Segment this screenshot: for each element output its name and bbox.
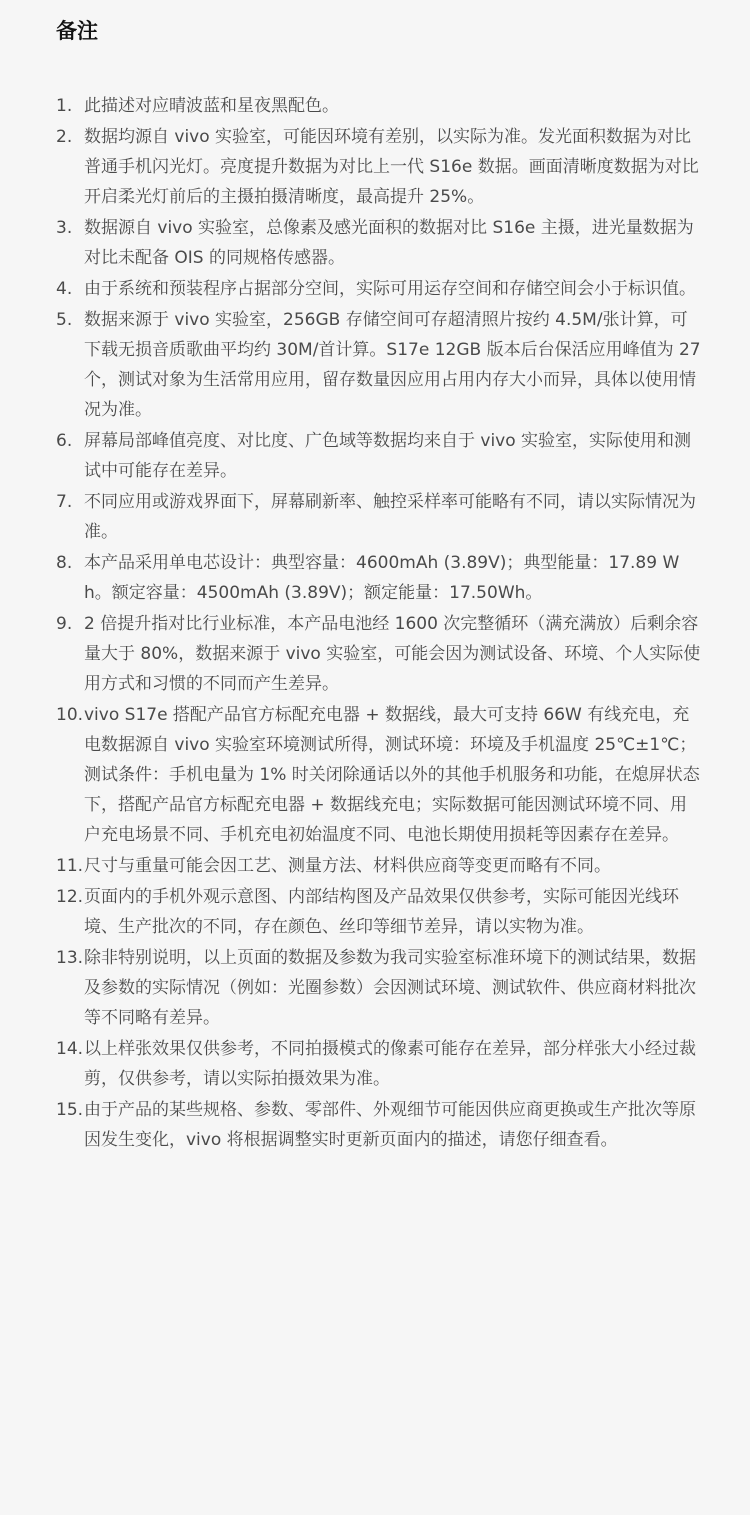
note-item: [56, 487, 702, 547]
note-item: [56, 1034, 702, 1094]
notes-list: [56, 91, 702, 1155]
note-number: 5.: [56, 310, 73, 330]
note-number: 12.: [56, 887, 84, 907]
note-item: [56, 548, 702, 608]
note-text: 尺寸与重量可能会因工艺、测量方法、材料供应商等变更而略有不同。: [84, 856, 611, 876]
note-number: 8.: [56, 553, 73, 573]
note-text: 2 倍提升指对比行业标准，本产品电池经 1600 次完整循环（满充满放）后剩余容量大于 80%，数据来源于 vivo 实验室，可能会因为测试设备、环境、个人实际使用方式和习惯的不同而产生差异。: [84, 614, 701, 694]
note-number: 2.: [56, 127, 73, 147]
note-text: 由于系统和预装程序占据部分空间，实际可用运存空间和存储空间会小于标识值。: [84, 279, 696, 299]
note-item: [56, 700, 702, 850]
note-item: [56, 609, 702, 699]
note-number: 3.: [56, 218, 73, 238]
note-item: [56, 274, 702, 304]
note-number: 1.: [56, 96, 73, 116]
note-text: 以上样张效果仅供参考，不同拍摄模式的像素可能存在差异，部分样张大小经过裁剪，仅供参考，请以实际拍摄效果为准。: [84, 1039, 696, 1089]
note-number: 15.: [56, 1100, 84, 1120]
note-item: [56, 1095, 702, 1155]
note-number: 10.: [56, 705, 84, 725]
note-item: [56, 213, 702, 273]
note-item: [56, 851, 702, 881]
note-number: 14.: [56, 1039, 84, 1059]
note-text: 本产品采用单电芯设计：典型容量：4600mAh (3.89V)；典型能量：17.89 Wh。额定容量：4500mAh (3.89V)；额定能量：17.50Wh。: [84, 553, 680, 603]
note-text: 此描述对应晴波蓝和星夜黑配色。: [84, 96, 339, 116]
note-text: 页面内的手机外观示意图、内部结构图及产品效果仅供参考，实际可能因光线环境、生产批次的不同，存在颜色、丝印等细节差异，请以实物为准。: [84, 887, 679, 937]
note-number: 7.: [56, 492, 73, 512]
note-text: 不同应用或游戏界面下，屏幕刷新率、触控采样率可能略有不同，请以实际情况为准。: [84, 492, 696, 542]
note-text: 数据来源于 vivo 实验室，256GB 存储空间可存超清照片按约 4.5M/张计算，可下载无损音质歌曲平均约 30M/首计算。S17e 12GB 版本后台保活应用峰值为 27 个，测试对象为生活常用应用，留存数量因应用占用内存大小而异，具体以使用情况为准。: [84, 310, 701, 420]
note-text: 由于产品的某些规格、参数、零部件、外观细节可能因供应商更换或生产批次等原因发生变化，vivo 将根据调整实时更新页面内的描述，请您仔细查看。: [84, 1100, 696, 1150]
note-text: 数据源自 vivo 实验室，总像素及感光面积的数据对比 S16e 主摄，进光量数据为对比未配备 OIS 的同规格传感器。: [84, 218, 694, 268]
note-item: [56, 426, 702, 486]
note-number: 6.: [56, 431, 73, 451]
note-number: 13.: [56, 948, 84, 968]
note-text: 数据均源自 vivo 实验室，可能因环境有差别，以实际为准。发光面积数据为对比普通手机闪光灯。亮度提升数据为对比上一代 S16e 数据。画面清晰度数据为对比开启柔光灯前后的主摄拍摄清晰度，最高提升 25%。: [84, 127, 699, 207]
note-number: 4.: [56, 279, 73, 299]
note-item: [56, 91, 702, 121]
note-item: [56, 943, 702, 1033]
note-item: [56, 305, 702, 425]
page-title: 备注: [56, 19, 98, 43]
note-text: vivo S17e 搭配产品官方标配充电器 + 数据线，最大可支持 66W 有线充电，充电数据源自 vivo 实验室环境测试所得，测试环境：环境及手机温度 25℃±1℃；测试条件：手机电量为 1% 时关闭除通话以外的其他手机服务和功能，在熄屏状态下，搭配产品官方标配充电器 + 数据线充电；实际数据可能因测试环境不同、用户充电场景不同、手机充电初始温度不同、电池长期使用损耗等因素存在差异。: [84, 705, 700, 845]
note-item: [56, 122, 702, 212]
note-number: 9.: [56, 614, 73, 634]
note-number: 11.: [56, 856, 84, 876]
note-text: 屏幕局部峰值亮度、对比度、广色域等数据均来自于 vivo 实验室，实际使用和测试中可能存在差异。: [84, 431, 692, 481]
note-text: 除非特别说明，以上页面的数据及参数为我司实验室标准环境下的测试结果，数据及参数的实际情况（例如：光圈参数）会因测试环境、测试软件、供应商材料批次等不同略有差异。: [84, 948, 696, 1028]
note-item: [56, 882, 702, 942]
